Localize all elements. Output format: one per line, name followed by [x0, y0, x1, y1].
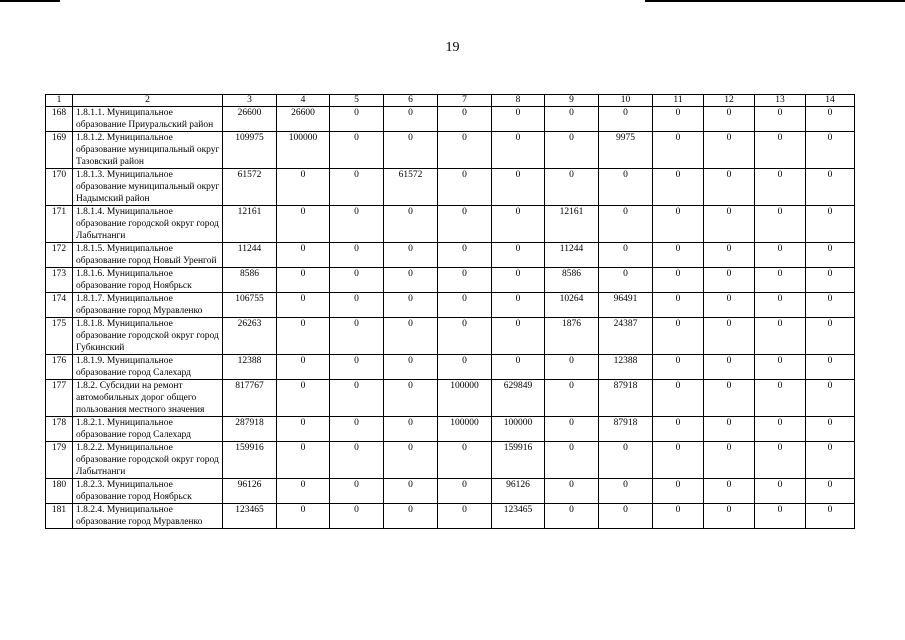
- value-cell: 0: [755, 479, 806, 504]
- column-header: 8: [492, 95, 545, 107]
- value-cell: 96126: [223, 479, 277, 504]
- row-description-cell: 1.8.1.9. Муниципальное образование город Салехард: [73, 355, 223, 380]
- value-cell: 8586: [223, 268, 277, 293]
- table-row: [46, 380, 855, 417]
- table-row: [46, 293, 855, 318]
- value-cell: 287918: [223, 417, 277, 442]
- value-cell: 0: [755, 380, 806, 417]
- row-number-cell: 178: [46, 417, 73, 442]
- value-cell: 10264: [545, 293, 599, 318]
- value-cell: 0: [545, 355, 599, 380]
- value-cell: 0: [653, 268, 704, 293]
- row-description-cell: 1.8.2. Субсидии на ремонт автомобильных дорог общего пользования местного значения: [73, 380, 223, 417]
- value-cell: 0: [653, 380, 704, 417]
- row-description-cell: 1.8.1.5. Муниципальное образование город Новый Уренгой: [73, 243, 223, 268]
- value-cell: 0: [599, 243, 653, 268]
- value-cell: 0: [438, 206, 492, 243]
- value-cell: 11244: [223, 243, 277, 268]
- row-description-cell: 1.8.1.3. Муниципальное образование муниципальный округ Надымский район: [73, 169, 223, 206]
- value-cell: 0: [384, 479, 438, 504]
- row-number-cell: 175: [46, 318, 73, 355]
- value-cell: 0: [599, 504, 653, 529]
- row-number-cell: 173: [46, 268, 73, 293]
- value-cell: 0: [330, 268, 384, 293]
- value-cell: 0: [438, 479, 492, 504]
- value-cell: 87918: [599, 380, 653, 417]
- value-cell: 0: [755, 169, 806, 206]
- table-row: [46, 417, 855, 442]
- value-cell: 0: [806, 417, 855, 442]
- table-row: [46, 107, 855, 132]
- value-cell: 123465: [223, 504, 277, 529]
- value-cell: 0: [755, 206, 806, 243]
- value-cell: 0: [277, 318, 330, 355]
- table-row: [46, 355, 855, 380]
- value-cell: 0: [492, 132, 545, 169]
- row-description-cell: 1.8.1.2. Муниципальное образование муниципальный округ Тазовский район: [73, 132, 223, 169]
- value-cell: 0: [492, 169, 545, 206]
- value-cell: 26600: [277, 107, 330, 132]
- value-cell: 0: [277, 380, 330, 417]
- value-cell: 100000: [277, 132, 330, 169]
- value-cell: 0: [277, 243, 330, 268]
- value-cell: 0: [806, 318, 855, 355]
- value-cell: 0: [384, 380, 438, 417]
- value-cell: 0: [384, 206, 438, 243]
- row-description-cell: 1.8.2.2. Муниципальное образование городской округ город Лабытнанги: [73, 442, 223, 479]
- row-number-cell: 174: [46, 293, 73, 318]
- value-cell: 109975: [223, 132, 277, 169]
- value-cell: 0: [384, 268, 438, 293]
- value-cell: 0: [330, 318, 384, 355]
- value-cell: 0: [330, 206, 384, 243]
- value-cell: 0: [599, 442, 653, 479]
- value-cell: 0: [704, 206, 755, 243]
- value-cell: 0: [755, 268, 806, 293]
- row-number-cell: 181: [46, 504, 73, 529]
- value-cell: 0: [653, 442, 704, 479]
- value-cell: 0: [806, 268, 855, 293]
- column-header: 11: [653, 95, 704, 107]
- value-cell: 159916: [223, 442, 277, 479]
- value-cell: 0: [330, 243, 384, 268]
- value-cell: 0: [277, 268, 330, 293]
- value-cell: 100000: [438, 417, 492, 442]
- value-cell: 0: [704, 243, 755, 268]
- column-header: 6: [384, 95, 438, 107]
- table-row: [46, 243, 855, 268]
- row-description-cell: 1.8.1.6. Муниципальное образование город Ноябрьск: [73, 268, 223, 293]
- value-cell: 0: [330, 417, 384, 442]
- value-cell: 0: [330, 355, 384, 380]
- value-cell: 0: [384, 293, 438, 318]
- value-cell: 0: [384, 243, 438, 268]
- row-number-cell: 170: [46, 169, 73, 206]
- value-cell: 0: [384, 132, 438, 169]
- value-cell: 0: [806, 243, 855, 268]
- value-cell: 0: [704, 479, 755, 504]
- value-cell: 0: [545, 132, 599, 169]
- value-cell: 629849: [492, 380, 545, 417]
- value-cell: 0: [755, 504, 806, 529]
- column-header: 7: [438, 95, 492, 107]
- row-description-cell: 1.8.2.1. Муниципальное образование город Салехард: [73, 417, 223, 442]
- value-cell: 26600: [223, 107, 277, 132]
- value-cell: 0: [330, 479, 384, 504]
- value-cell: 0: [653, 293, 704, 318]
- table-row: [46, 318, 855, 355]
- value-cell: 0: [438, 293, 492, 318]
- value-cell: 0: [704, 380, 755, 417]
- value-cell: 11244: [545, 243, 599, 268]
- row-number-cell: 172: [46, 243, 73, 268]
- value-cell: 817767: [223, 380, 277, 417]
- row-number-cell: 171: [46, 206, 73, 243]
- value-cell: 0: [438, 442, 492, 479]
- table-row: [46, 268, 855, 293]
- value-cell: 0: [806, 206, 855, 243]
- value-cell: 0: [806, 479, 855, 504]
- value-cell: 0: [704, 417, 755, 442]
- value-cell: 0: [806, 293, 855, 318]
- value-cell: 0: [755, 355, 806, 380]
- value-cell: 0: [492, 206, 545, 243]
- value-cell: 0: [545, 504, 599, 529]
- value-cell: 0: [438, 107, 492, 132]
- row-description-cell: 1.8.1.4. Муниципальное образование городской округ город Лабытнанги: [73, 206, 223, 243]
- row-number-cell: 176: [46, 355, 73, 380]
- value-cell: 0: [704, 107, 755, 132]
- value-cell: 26263: [223, 318, 277, 355]
- value-cell: 24387: [599, 318, 653, 355]
- value-cell: 0: [806, 380, 855, 417]
- row-number-cell: 168: [46, 107, 73, 132]
- value-cell: 100000: [438, 380, 492, 417]
- value-cell: 61572: [384, 169, 438, 206]
- column-header: 14: [806, 95, 855, 107]
- value-cell: 0: [330, 169, 384, 206]
- value-cell: 0: [806, 132, 855, 169]
- value-cell: 0: [384, 417, 438, 442]
- value-cell: 12161: [223, 206, 277, 243]
- value-cell: 0: [545, 107, 599, 132]
- value-cell: 0: [330, 132, 384, 169]
- value-cell: 8586: [545, 268, 599, 293]
- row-description-cell: 1.8.1.1. Муниципальное образование Приуральский район: [73, 107, 223, 132]
- value-cell: 0: [755, 243, 806, 268]
- column-header: 2: [73, 95, 223, 107]
- value-cell: 0: [384, 504, 438, 529]
- column-header: 10: [599, 95, 653, 107]
- row-number-cell: 177: [46, 380, 73, 417]
- row-number-cell: 179: [46, 442, 73, 479]
- value-cell: 0: [438, 268, 492, 293]
- header-row: [46, 95, 855, 107]
- value-cell: 0: [492, 268, 545, 293]
- column-header: 12: [704, 95, 755, 107]
- value-cell: 0: [704, 268, 755, 293]
- value-cell: 0: [438, 355, 492, 380]
- value-cell: 0: [277, 355, 330, 380]
- value-cell: 0: [545, 479, 599, 504]
- value-cell: 0: [277, 293, 330, 318]
- value-cell: 0: [653, 355, 704, 380]
- value-cell: 0: [806, 107, 855, 132]
- value-cell: 0: [806, 355, 855, 380]
- row-number-cell: 169: [46, 132, 73, 169]
- value-cell: 0: [330, 380, 384, 417]
- value-cell: 0: [384, 355, 438, 380]
- row-description-cell: 1.8.2.3. Муниципальное образование город Ноябрьск: [73, 479, 223, 504]
- value-cell: 0: [653, 243, 704, 268]
- column-header: 13: [755, 95, 806, 107]
- value-cell: 0: [438, 504, 492, 529]
- value-cell: 159916: [492, 442, 545, 479]
- column-header: 4: [277, 95, 330, 107]
- row-number-cell: 180: [46, 479, 73, 504]
- value-cell: 12161: [545, 206, 599, 243]
- value-cell: 0: [384, 107, 438, 132]
- table-row: [46, 504, 855, 529]
- value-cell: 0: [704, 355, 755, 380]
- value-cell: 0: [492, 107, 545, 132]
- value-cell: 0: [599, 206, 653, 243]
- value-cell: 106755: [223, 293, 277, 318]
- value-cell: 123465: [492, 504, 545, 529]
- top-rule-left: [0, 0, 60, 2]
- value-cell: 0: [653, 479, 704, 504]
- value-cell: 1876: [545, 318, 599, 355]
- row-description-cell: 1.8.1.8. Муниципальное образование городской округ город Губкинский: [73, 318, 223, 355]
- table-row: [46, 206, 855, 243]
- value-cell: 0: [330, 442, 384, 479]
- value-cell: 0: [330, 504, 384, 529]
- value-cell: 0: [438, 132, 492, 169]
- value-cell: 0: [806, 169, 855, 206]
- value-cell: 0: [755, 132, 806, 169]
- table-body: [46, 107, 855, 529]
- value-cell: 0: [653, 169, 704, 206]
- value-cell: 0: [599, 268, 653, 293]
- value-cell: 0: [492, 293, 545, 318]
- table-row: [46, 169, 855, 206]
- row-description-cell: 1.8.1.7. Муниципальное образование город Муравленко: [73, 293, 223, 318]
- value-cell: 0: [704, 132, 755, 169]
- value-cell: 12388: [599, 355, 653, 380]
- value-cell: 0: [806, 442, 855, 479]
- value-cell: 0: [330, 107, 384, 132]
- value-cell: 0: [492, 355, 545, 380]
- value-cell: 0: [277, 417, 330, 442]
- value-cell: 0: [704, 169, 755, 206]
- value-cell: 0: [653, 417, 704, 442]
- value-cell: 0: [545, 442, 599, 479]
- table-row: [46, 479, 855, 504]
- value-cell: 0: [704, 293, 755, 318]
- value-cell: 0: [755, 293, 806, 318]
- value-cell: 0: [755, 442, 806, 479]
- value-cell: 0: [492, 318, 545, 355]
- value-cell: 96491: [599, 293, 653, 318]
- value-cell: 0: [755, 107, 806, 132]
- value-cell: 87918: [599, 417, 653, 442]
- value-cell: 0: [653, 206, 704, 243]
- value-cell: 0: [599, 169, 653, 206]
- value-cell: 0: [704, 318, 755, 355]
- value-cell: 0: [545, 380, 599, 417]
- value-cell: 0: [653, 504, 704, 529]
- value-cell: 0: [330, 293, 384, 318]
- value-cell: 12388: [223, 355, 277, 380]
- value-cell: 0: [755, 318, 806, 355]
- value-cell: 0: [599, 479, 653, 504]
- table-row: [46, 132, 855, 169]
- value-cell: 9975: [599, 132, 653, 169]
- value-cell: 0: [277, 504, 330, 529]
- value-cell: 0: [704, 504, 755, 529]
- table-row: [46, 442, 855, 479]
- value-cell: 0: [384, 442, 438, 479]
- value-cell: 0: [545, 417, 599, 442]
- value-cell: 0: [704, 442, 755, 479]
- value-cell: 0: [599, 107, 653, 132]
- value-cell: 0: [277, 206, 330, 243]
- value-cell: 100000: [492, 417, 545, 442]
- row-description-cell: 1.8.2.4. Муниципальное образование город Муравленко: [73, 504, 223, 529]
- value-cell: 0: [653, 132, 704, 169]
- value-cell: 0: [755, 417, 806, 442]
- value-cell: 0: [277, 169, 330, 206]
- value-cell: 0: [653, 318, 704, 355]
- top-rule-right: [645, 0, 905, 2]
- value-cell: 0: [277, 479, 330, 504]
- value-cell: 0: [277, 442, 330, 479]
- value-cell: 0: [806, 504, 855, 529]
- value-cell: 0: [492, 243, 545, 268]
- value-cell: 0: [438, 318, 492, 355]
- value-cell: 0: [545, 169, 599, 206]
- value-cell: 96126: [492, 479, 545, 504]
- value-cell: 0: [438, 243, 492, 268]
- page-number: 19: [445, 40, 460, 55]
- column-header: 5: [330, 95, 384, 107]
- budget-table: [45, 94, 855, 529]
- value-cell: 61572: [223, 169, 277, 206]
- value-cell: 0: [438, 169, 492, 206]
- column-header: 9: [545, 95, 599, 107]
- value-cell: 0: [653, 107, 704, 132]
- column-header: 3: [223, 95, 277, 107]
- column-header: 1: [46, 95, 73, 107]
- value-cell: 0: [384, 318, 438, 355]
